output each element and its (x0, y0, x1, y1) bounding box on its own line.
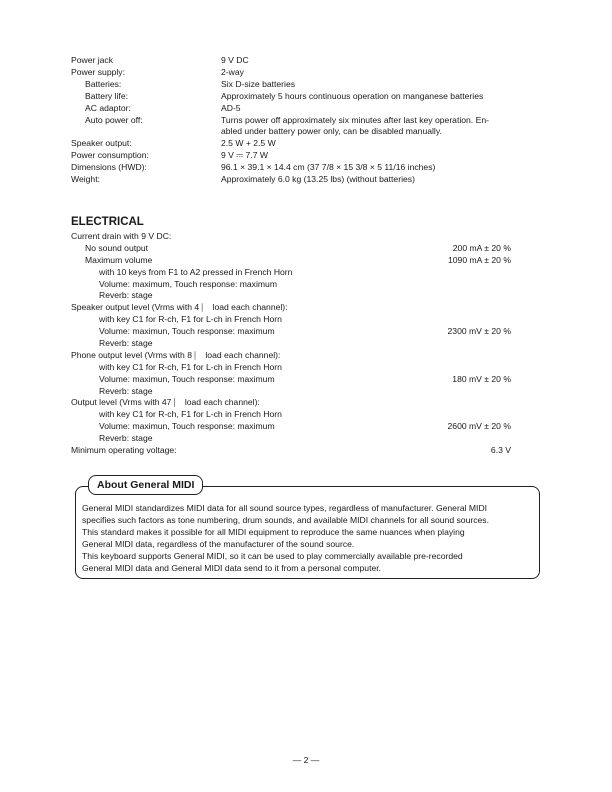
specifications-list (71, 55, 551, 186)
spec-row (71, 126, 551, 138)
electrical-row-text: Output level (Vrms with 47 ⎸ load each channel): (71, 397, 260, 408)
electrical-row (71, 290, 511, 302)
electrical-row-value: 2300 mV ± 20 % (447, 326, 511, 337)
spec-value: Six D-size batteries (221, 78, 296, 89)
electrical-row-value: 200 mA ± 20 % (452, 242, 511, 253)
electrical-row (71, 374, 511, 386)
spec-value: 9 V DC (221, 55, 249, 65)
electrical-row (71, 421, 511, 433)
spec-row (71, 103, 551, 115)
electrical-row-text: Volume: maximun, Touch response: maximum (99, 421, 275, 432)
electrical-row-text: Reverb: stage (99, 433, 153, 444)
spec-label: Battery life: (85, 90, 128, 101)
electrical-row (71, 362, 511, 374)
spec-value: AD-5 (221, 102, 241, 113)
electrical-row (71, 231, 511, 243)
spec-label: Weight: (71, 174, 100, 185)
electrical-row-text: Speaker output level (Vrms with 4 ⎸ load each channel): (71, 302, 288, 313)
electrical-row-text: Phone output level (Vrms with 8 ⎸ load each channel): (71, 349, 281, 360)
spec-value: 2.5 W + 2.5 W (221, 138, 276, 149)
spec-row (71, 174, 551, 186)
midi-text-line: General MIDI standardizes MIDI data for all sound source types, regardless of manufacturer. General MIDI (82, 503, 488, 513)
electrical-row-text: Current drain with 9 V DC: (71, 231, 172, 241)
midi-text-line: This standard makes it possible for all MIDI equipment to reproduce the same nuances when playing (82, 526, 465, 537)
electrical-row (71, 243, 511, 255)
electrical-row (71, 386, 511, 398)
electrical-row-value: 180 mV ± 20 % (452, 373, 511, 384)
electrical-row-value: 1090 mA ± 20 % (447, 254, 511, 265)
electrical-row-text: Reverb: stage (99, 338, 153, 349)
electrical-row (71, 409, 511, 421)
electrical-heading: ELECTRICAL (71, 216, 144, 228)
electrical-row (71, 279, 511, 291)
spec-label: AC adaptor: (85, 102, 131, 113)
electrical-row (71, 267, 511, 279)
midi-text-line: General MIDI data and General MIDI data send to it from a personal computer. (82, 562, 382, 573)
electrical-row-value: 2600 mV ± 20 % (447, 421, 511, 432)
electrical-row-text: Volume: maximun, Touch response: maximum (99, 326, 275, 337)
spec-value: Approximately 5 hours continuous operation on manganese batteries (221, 90, 484, 101)
spec-value: abled under battery power only, can be disabled manually. (221, 126, 442, 137)
spec-label: Power supply: (71, 66, 125, 77)
spec-row (71, 67, 551, 79)
electrical-list (71, 231, 511, 457)
electrical-row-text: Volume: maximun, Touch response: maximum (99, 373, 275, 384)
electrical-row-text: Maximum volume (85, 254, 153, 265)
electrical-row-text: with key C1 for R-ch, F1 for L-ch in French Horn (99, 361, 282, 372)
midi-text-line: General MIDI data, regardless of the manufacturer of the sound source. (82, 538, 355, 549)
electrical-row-text: Volume: maximum, Touch response: maximum (99, 278, 277, 289)
electrical-row (71, 314, 511, 326)
spec-label: Speaker output: (71, 138, 132, 149)
electrical-row-value: 6.3 V (490, 445, 511, 456)
electrical-row (71, 338, 511, 350)
spec-label (71, 126, 221, 138)
spec-row (71, 55, 551, 67)
spec-value: 9 V ⎓ 7.7 W (221, 150, 268, 161)
general-midi-box-title: About General MIDI (88, 475, 203, 495)
spec-label: Batteries: (85, 78, 122, 89)
spec-label: Dimensions (HWD): (71, 162, 147, 173)
spec-label: Power jack (71, 55, 114, 65)
electrical-row-text: with key C1 for R-ch, F1 for L-ch in French Horn (99, 314, 282, 325)
spec-row (71, 150, 551, 162)
electrical-row-text: No sound output (85, 242, 149, 253)
spec-label: Auto power off: (85, 114, 143, 125)
electrical-row (71, 326, 511, 338)
spec-label: Power consumption: (71, 150, 149, 161)
general-midi-box-body (82, 503, 537, 574)
spec-value: 96.1 × 39.1 × 14.4 cm (37 7/8 × 15 3/8 × 5 11/16 inches) (221, 162, 436, 173)
spec-row (71, 162, 551, 174)
spec-value: Turns power off approximately six minutes after last key operation. En- (221, 114, 489, 125)
electrical-row-text: with key C1 for R-ch, F1 for L-ch in French Horn (99, 409, 282, 420)
spec-row (71, 79, 551, 91)
electrical-row-text: with 10 keys from F1 to A2 pressed in French Horn (99, 266, 293, 277)
spec-value: 2-way (221, 66, 244, 77)
electrical-row (71, 445, 511, 457)
electrical-row (71, 302, 511, 314)
spec-row (71, 138, 551, 150)
midi-text-line: specifies such factors as tone numbering, drum sounds, and available MIDI channels for all sound sources. (82, 514, 489, 525)
electrical-row (71, 433, 511, 445)
electrical-row (71, 255, 511, 267)
electrical-row (71, 350, 511, 362)
electrical-row-text: Reverb: stage (99, 290, 153, 301)
spec-row (71, 115, 551, 127)
spec-value: Approximately 6.0 kg (13.25 lbs) (without batteries) (221, 174, 415, 185)
spec-row (71, 91, 551, 103)
page-number: — 2 — (292, 755, 320, 765)
electrical-row (71, 397, 511, 409)
electrical-row-text: Minimum operating voltage: (71, 445, 177, 456)
electrical-row-text: Reverb: stage (99, 385, 153, 396)
midi-text-line: This keyboard supports General MIDI, so it can be used to play commercially available pre-recorded (82, 550, 463, 561)
